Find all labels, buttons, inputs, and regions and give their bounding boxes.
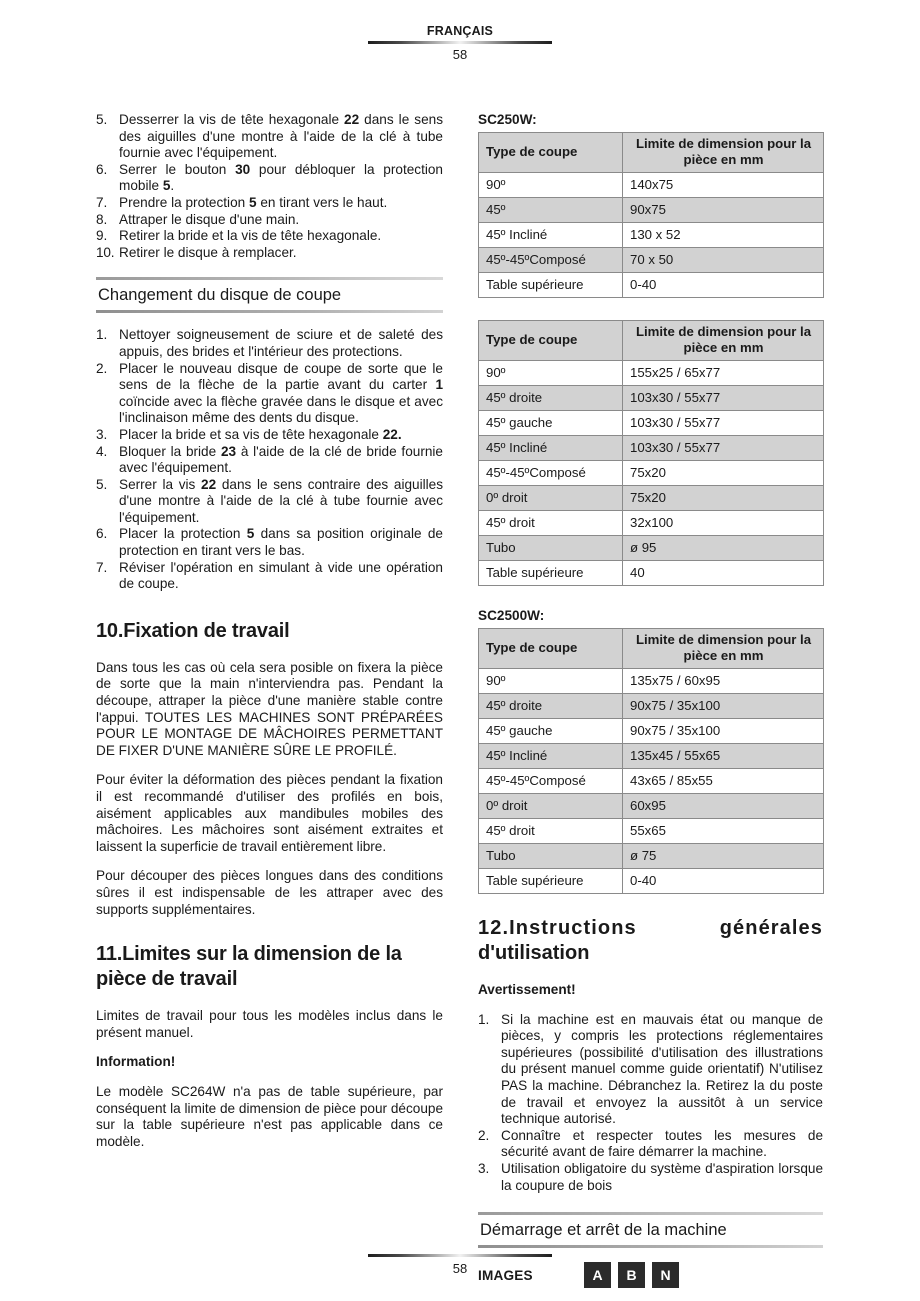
table-row [479,819,824,844]
spec-table-sc2500w [478,628,824,894]
table-cell: Table supérieure [479,869,623,894]
list-item-text: Placer la protection 5 dans sa position originale de protection en tirant vers le bas. [119,526,443,559]
table-row [479,869,824,894]
table-row [479,223,824,248]
table-cell: 75x20 [623,461,824,486]
list-item-number: 1. [96,327,108,343]
table-cell: ø 95 [623,536,824,561]
table-cell: 90x75 / 35x100 [623,719,824,744]
list-item [96,162,443,195]
chapter-10-paragraph-2: Pour éviter la déformation des pièces pendant la fixation il est recommandé d'utiliser des profilés en bois, aisément applicables aux mandibules mobiles des mâchoires. Les mâchoires sont aisément extraites et laissent la superficie de travail entièrement libre. [96,772,443,854]
table-cell: 0º droit [479,486,623,511]
list-item-text: Utilisation obligatoire du système d'aspiration lorsque la coupure de bois [501,1160,823,1193]
table-cell: 90x75 / 35x100 [623,694,824,719]
table-cell: 0º droit [479,794,623,819]
table-header-row [479,133,824,173]
table-cell: 45º-45ºComposé [479,769,623,794]
header-page-number: 58 [452,47,468,62]
table-row [479,248,824,273]
table-row [479,844,824,869]
table-cell: 103x30 / 55x77 [623,436,824,461]
table-row [479,511,824,536]
table-cell: 90º [479,669,623,694]
table-header-row [479,321,824,361]
table-row [479,561,824,586]
list-item [96,361,443,427]
table-cell: 135x45 / 55x65 [623,744,824,769]
subsection-title-disque: Changement du disque de coupe [98,286,342,305]
table-cell: 0-40 [623,869,824,894]
page-header [368,24,552,63]
table-cell: 90º [479,361,623,386]
image-badge-a[interactable]: A [584,1262,611,1288]
list-item-text: Réviser l'opération en simulant à vide une opération de coupe. [119,559,443,592]
list-item [96,427,443,444]
header-language: FRANÇAIS [426,24,494,38]
list-item [96,245,443,262]
warning-label: Avertissement! [478,982,576,997]
table-row [479,173,824,198]
list-item [478,1012,823,1128]
list-item-number: 4. [96,443,108,459]
list-item-text: Connaître et respecter toutes les mesures de sécurité avant de faire démarrer la machine. [501,1127,823,1160]
subsection-title-demarrage: Démarrage et arrêt de la machine [480,1221,727,1240]
footer-page-number: 58 [452,1261,468,1276]
table-header-row [479,629,824,669]
table-row [479,436,824,461]
list-item-text: Placer le nouveau disque de coupe de sorte que le sens de la flèche de la partie avant du carter 1 coïncide avec la flèche gravée dans le disque et avec l'inclinaison même des dents du disque. [119,360,443,426]
list-item-text: Placer la bride et sa vis de tête hexagonale 22. [119,426,402,442]
table-row [479,769,824,794]
table-cell: 90x75 [623,198,824,223]
table-cell: 103x30 / 55x77 [623,411,824,436]
spec-table-second [478,320,824,586]
table-row [479,411,824,436]
table-cell: 43x65 / 85x55 [623,769,824,794]
steps-list-instructions [478,1012,823,1195]
list-item [96,444,443,477]
list-item-number: 6. [96,161,108,177]
list-item [96,112,443,162]
information-label: Information! [96,1054,176,1070]
table-cell: 45º Incliné [479,436,623,461]
steps-list-top [96,112,443,261]
page-footer [368,1252,552,1277]
table-row [479,719,824,744]
chapter-12-title [478,916,823,966]
table-cell: 40 [623,561,824,586]
table-cell: 55x65 [623,819,824,844]
list-item-number: 10. [96,244,115,260]
chapter-10-paragraph-3: Pour découper des pièces longues dans des conditions sûres il est indispensable de les attraper avec des supports supplémentaires. [96,868,443,917]
table-cell: Table supérieure [479,273,623,298]
list-item-text: Retirer la bride et la vis de tête hexagonale. [119,228,382,244]
table-column-header: Type de coupe [479,321,623,361]
list-item [96,526,443,559]
table-cell: 103x30 / 55x77 [623,386,824,411]
list-item-text: Desserrer la vis de tête hexagonale 22 dans le sens des aiguilles d'une montre à l'aide de la clé à tube fournie avec l'équipement. [119,112,443,161]
list-item [96,228,443,245]
chapter-12-title-line1: 12.Instructions générales [478,917,823,939]
list-item-text: Prendre la protection 5 en tirant vers le haut. [119,194,388,210]
list-item-text: Attraper le disque d'une main. [119,211,300,227]
list-item-number: 7. [96,194,108,210]
table-column-header: Limite de dimension pour la pièce en mm [623,321,824,361]
table-3-label: SC2500W: [478,608,545,623]
table-cell: 45º droit [479,819,623,844]
table-row [479,536,824,561]
table-cell: Table supérieure [479,561,623,586]
list-item-number: 3. [478,1160,490,1176]
list-item [96,327,443,360]
table-row [479,361,824,386]
list-item [478,1128,823,1161]
list-item-text: Si la machine est en mauvais état ou manque de pièces, y compris les protections réglementaires supérieures (possibilité d'utilisation des illustrations du présent manuel comme guide orientatif) N'utilisez PAS la machine. Débranchez la. Retirez la du poste de travail et envoyez la aussitôt à un service technique autorisé. [501,1011,823,1127]
table-cell: 45º Incliné [479,744,623,769]
table-row [479,694,824,719]
table-cell: 45º gauche [479,411,623,436]
list-item-number: 3. [96,426,108,442]
table-row [479,198,824,223]
left-column [96,112,443,1150]
footer-rule [368,1254,552,1257]
table-cell: 70 x 50 [623,248,824,273]
table-cell: 45º Incliné [479,223,623,248]
table-column-header: Limite de dimension pour la pièce en mm [623,133,824,173]
image-badge-b[interactable]: B [618,1262,645,1288]
table-cell: 155x25 / 65x77 [623,361,824,386]
list-item-text: Serrer la vis 22 dans le sens contraire des aiguilles d'une montre à l'aide de la clé à tube fournie avec l'équipement. [119,476,444,525]
list-item [96,560,443,593]
table-row [479,669,824,694]
table-row [479,461,824,486]
table-row [479,273,824,298]
subsection-rule-bottom-demarrage [478,1245,823,1248]
list-item-number: 9. [96,228,108,244]
list-item-number: 7. [96,559,108,575]
list-item-number: 1. [478,1011,490,1027]
images-label: IMAGES [478,1267,533,1283]
table-cell: 130 x 52 [623,223,824,248]
table-cell: 135x75 / 60x95 [623,669,824,694]
table-row [479,744,824,769]
chapter-10-title: 10.Fixation de travail [96,619,290,642]
list-item-text: Serrer le bouton 30 pour débloquer la protection mobile 5. [119,161,443,194]
list-item-number: 2. [478,1127,490,1143]
table-cell: 75x20 [623,486,824,511]
table-1-label: SC250W: [478,112,537,127]
header-rule [368,41,552,44]
table-cell: 45º gauche [479,719,623,744]
table-cell: ø 75 [623,844,824,869]
table-cell: 90º [479,173,623,198]
list-item-text: Nettoyer soigneusement de sciure et de saleté des appuis, des brides et l'intérieur des protections. [119,327,443,359]
table-cell: 45º [479,198,623,223]
chapter-10-paragraph-1: Dans tous les cas où cela sera posible on fixera la pièce de sorte que la main n'interviendra pas. Pendant la découpe, attraper la pièce d'une manière stable contre l'appui. TOUTES LES MACHINES SONT PRÉPARÉES POUR LE MONTAGE DE MÂCHOIRES PERMETTANT DE FIXER D'UNE MANIÈRE SÛRE LE PROFILÉ. [96,659,443,758]
image-badge-n[interactable]: N [652,1262,679,1288]
table-row [479,794,824,819]
list-item-number: 2. [96,360,108,376]
table-cell: 45º droit [479,511,623,536]
list-item-number: 6. [96,526,108,542]
list-item-number: 5. [96,112,108,127]
subsection-rule-bottom [96,310,443,313]
list-item [96,477,443,527]
list-item-text: Retirer le disque à remplacer. [119,244,297,260]
table-cell: Tubo [479,536,623,561]
table-column-header: Limite de dimension pour la pièce en mm [623,629,824,669]
steps-list-changement [96,327,443,593]
table-cell: 60x95 [623,794,824,819]
chapter-11-paragraph-2: Le modèle SC264W n'a pas de table supérieure, par conséquent la limite de dimension de pièce pour découpe sur la table supérieure n'est pas applicable dans ce modèle. [96,1083,443,1149]
table-cell: 45º-45ºComposé [479,248,623,273]
table-cell: 45º droite [479,386,623,411]
table-cell: 45º-45ºComposé [479,461,623,486]
list-item [478,1161,823,1194]
subsection-disque [96,277,443,313]
table-cell: Tubo [479,844,623,869]
table-row [479,386,824,411]
chapter-11-paragraph-1: Limites de travail pour tous les modèles inclus dans le présent manuel. [96,1008,443,1040]
table-column-header: Type de coupe [479,133,623,173]
list-item [96,195,443,212]
table-row [479,486,824,511]
list-item-number: 5. [96,476,108,492]
list-item [96,212,443,229]
chapter-11-title: 11.Limites sur la dimension de la pièce de travail [96,943,402,991]
list-item-number: 8. [96,211,108,227]
spec-table-sc250w [478,132,824,298]
list-item-text: Bloquer la bride 23 à l'aide de la clé de bride fournie avec l'équipement. [119,443,443,476]
right-column [478,112,823,1288]
table-column-header: Type de coupe [479,629,623,669]
table-cell: 0-40 [623,273,824,298]
subsection-demarrage [478,1212,823,1248]
table-cell: 32x100 [623,511,824,536]
table-cell: 140x75 [623,173,824,198]
chapter-12-title-line2: d'utilisation [478,942,590,964]
table-cell: 45º droite [479,694,623,719]
